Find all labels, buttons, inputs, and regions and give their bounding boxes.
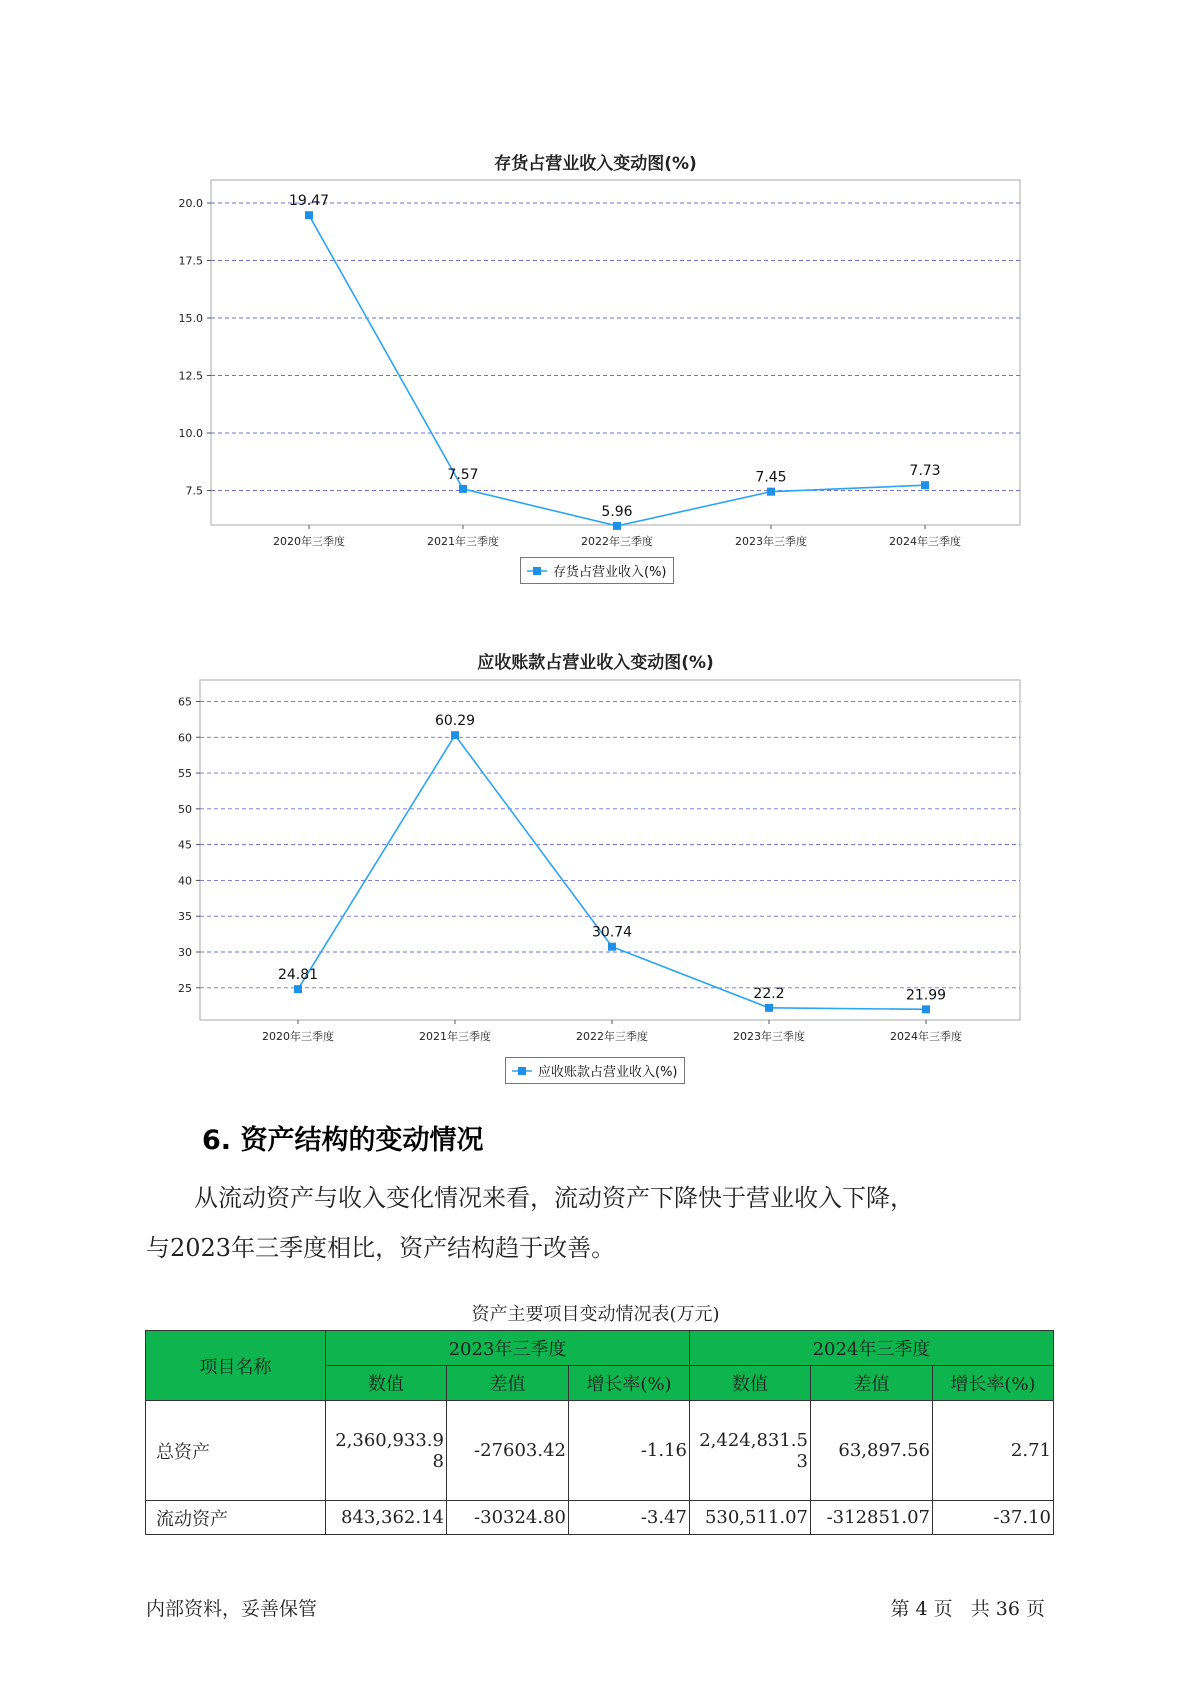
data-point (613, 522, 621, 530)
data-point (459, 485, 467, 493)
row-name: 流动资产 (146, 1501, 326, 1535)
table-caption: 资产主要项目变动情况表(万元) (471, 1304, 720, 1325)
data-point (305, 211, 313, 219)
data-point (922, 1005, 930, 1013)
data-label: 21.99 (905, 987, 947, 1004)
page-number: 第 4 页 共 36 页 (890, 1598, 1045, 1620)
cell-value-2023: 843,362.14 (326, 1501, 447, 1535)
col-header-rate: 增长率(%) (569, 1366, 690, 1401)
cell-value-2023: 2,360,933.98 (326, 1401, 447, 1501)
cell-rate-2023: -1.16 (569, 1401, 690, 1501)
y-tick-label: 35 (178, 910, 192, 924)
data-point (294, 985, 302, 993)
legend-marker-icon (512, 1066, 532, 1076)
col-header-rate: 增长率(%) (933, 1366, 1054, 1401)
cell-value-2024: 2,424,831.53 (690, 1401, 811, 1501)
cell-diff-2023: -30324.80 (447, 1501, 569, 1535)
paragraph-line-1-text: 从流动资产与收入变化情况来看，流动资产下降快于营业收入下降， (194, 1184, 914, 1212)
y-tick-label: 65 (178, 695, 192, 709)
asset-change-table (145, 1330, 1054, 1535)
plot-area (211, 180, 1020, 525)
x-tick-label: 2022年三季度 (581, 535, 653, 548)
data-label: 7.73 (909, 463, 941, 480)
y-tick-label: 55 (178, 767, 192, 781)
data-label: 19.47 (288, 193, 330, 210)
paragraph-line-2: 与2023年三季度相比，资产结构趋于改善。 (146, 1234, 616, 1262)
y-tick-label: 40 (178, 874, 192, 888)
chart2-legend-label: 应收账款占营业收入(%) (538, 1065, 678, 1080)
y-tick-label: 60 (178, 731, 192, 745)
data-point (921, 481, 929, 489)
col-header-diff: 差值 (447, 1366, 569, 1401)
y-tick-label: 45 (178, 838, 192, 852)
data-point (608, 943, 616, 951)
receivables-ratio-chart (0, 670, 1191, 1080)
data-label: 7.45 (755, 469, 787, 486)
x-tick-label: 2020年三季度 (273, 535, 345, 548)
y-tick-label: 12.5 (178, 369, 203, 383)
data-point (765, 1004, 773, 1012)
data-label: 5.96 (601, 503, 633, 520)
x-tick-label: 2021年三季度 (419, 1030, 491, 1043)
section-paragraph (146, 1173, 1050, 1273)
col-header-value: 数值 (690, 1366, 811, 1401)
table-row (146, 1401, 1054, 1501)
x-tick-label: 2024年三季度 (890, 1030, 962, 1043)
cell-diff-2024: -312851.07 (811, 1501, 933, 1535)
y-tick-label: 17.5 (178, 254, 203, 268)
data-label: 22.2 (753, 985, 785, 1002)
data-label: 24.81 (277, 967, 319, 984)
cell-rate-2024: 2.71 (933, 1401, 1054, 1501)
chart1-legend-label: 存货占营业收入(%) (553, 565, 667, 580)
chart2-legend (505, 1057, 685, 1084)
x-tick-label: 2023年三季度 (733, 1030, 805, 1043)
cell-diff-2024: 63,897.56 (811, 1401, 933, 1501)
plot-area (200, 680, 1020, 1020)
table-row (146, 1501, 1054, 1535)
chart1-legend (520, 557, 674, 584)
x-tick-label: 2023年三季度 (735, 535, 807, 548)
x-tick-label: 2020年三季度 (262, 1030, 334, 1043)
col-header-name: 项目名称 (146, 1331, 326, 1401)
x-tick-label: 2022年三季度 (576, 1030, 648, 1043)
y-tick-label: 50 (178, 802, 192, 816)
chart1-title: 存货占营业收入变动图(%) (494, 154, 697, 174)
row-name: 总资产 (146, 1401, 326, 1501)
data-point (767, 488, 775, 496)
y-tick-label: 15.0 (178, 312, 203, 325)
paragraph-line-1 (146, 1173, 1050, 1223)
y-tick-label: 7.5 (185, 484, 203, 498)
chart2-title: 应收账款占营业收入变动图(%) (477, 653, 714, 673)
y-tick-label: 30 (178, 946, 192, 959)
inventory-ratio-chart (0, 170, 1191, 580)
col-header-diff: 差值 (811, 1366, 933, 1401)
y-tick-label: 25 (178, 981, 192, 995)
col-header-value: 数值 (326, 1366, 447, 1401)
legend-marker-icon (527, 566, 547, 576)
cell-rate-2024: -37.10 (933, 1501, 1054, 1535)
y-tick-label: 20.0 (178, 197, 203, 210)
col-header-period-2023: 2023年三季度 (326, 1331, 690, 1366)
data-label: 30.74 (591, 924, 633, 941)
data-point (451, 731, 459, 739)
x-tick-label: 2021年三季度 (427, 535, 499, 548)
section-heading: 6. 资产结构的变动情况 (202, 1125, 484, 1156)
y-tick-label: 10.0 (178, 427, 203, 440)
cell-value-2024: 530,511.07 (690, 1501, 811, 1535)
data-label: 60.29 (434, 713, 476, 730)
cell-diff-2023: -27603.42 (447, 1401, 569, 1501)
cell-rate-2023: -3.47 (569, 1501, 690, 1535)
x-tick-label: 2024年三季度 (889, 535, 961, 548)
data-label: 7.57 (447, 466, 479, 483)
footer-note: 内部资料，妥善保管 (146, 1598, 318, 1620)
col-header-period-2024: 2024年三季度 (690, 1331, 1054, 1366)
